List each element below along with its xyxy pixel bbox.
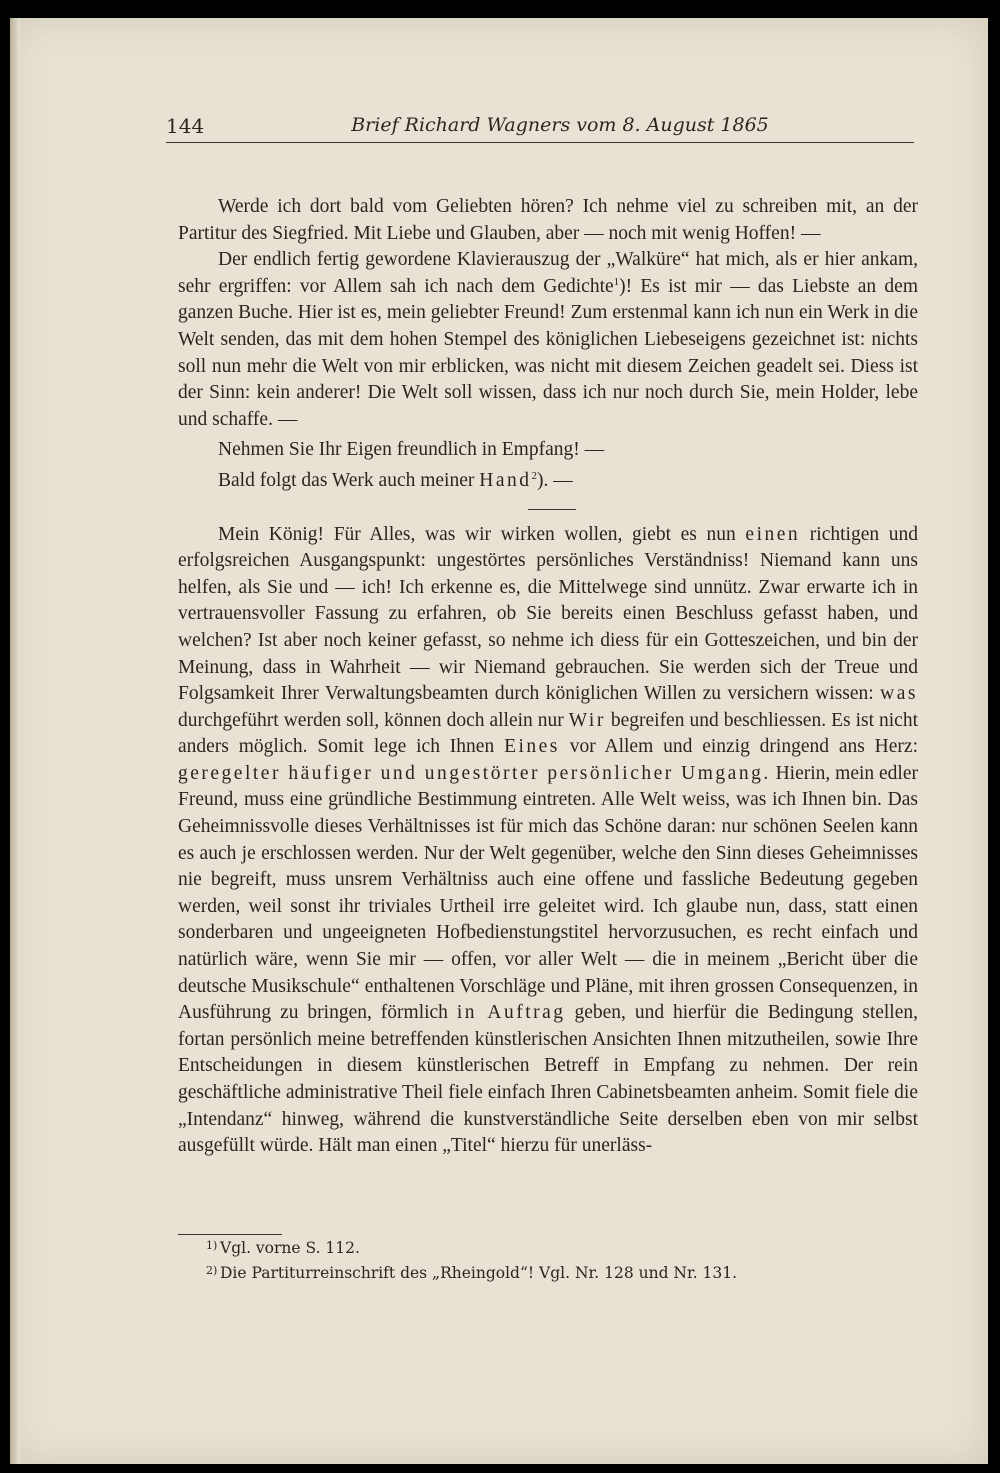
spaced-word-was: was (880, 683, 918, 705)
footnotes (206, 1236, 920, 1286)
paragraph-2-part-b: )! Es ist mir — das Liebste an dem ganzen Buche. Hier ist es, mein geliebter Freund! Zum erstenmal kann ich nun ein Werk in die Welt senden, das mit dem hohen Stempel des königlichen Liebeseigens gezeichnet ist: nichts soll nun mehr die Welt von mir erblicken, was nicht mit diesem Zeichen geadelt sei. Diess ist der Sinn: kein anderer! Die Welt soll wissen, dass ich nur noch durch Sie, mein Holder, lebe und schaffe. — (178, 275, 918, 430)
paragraph-1: Werde ich dort bald vom Geliebten hören? Ich nehme viel zu schreiben mit, an der Partitur des Siegfried. Mit Liebe und Glauben, aber — noch mit wenig Hoffen! — (178, 196, 918, 244)
footnote-ref-1: 1 (613, 275, 620, 288)
footnote-mark-2: 2) (206, 1264, 218, 1277)
footnote-ref-2: 2 (531, 469, 537, 482)
paragraph-5-part-c: durchgeführt werden soll, können doch allein nur (178, 709, 569, 731)
spaced-phrase-umgang: geregelter häufiger und ungestörter persönlicher Umgang. (178, 762, 771, 784)
footnote-text-1: Vgl. vorne S. 112. (220, 1239, 360, 1257)
footnote-mark-1: 1) (206, 1239, 218, 1252)
paragraph-5-part-g: geben, und hierfür die Bedingung stellen, fortan persönlich meine betreffenden künstlerischen Ansichten Ihnen mitzutheilen, sowie Ihre Entscheidungen in diesem künstlerischen Betreff in Empfang zu nehmen. Der rein geschäftliche administrative Theil fiele einfach Ihren Cabinetsbeamten anheim. Somit fiele die „Intendanz“ hinweg, während die kunstverständliche Seite derselben eben von mir selbst ausgefüllt würde. Hält man einen „Titel“ hierzu für unerläss- (178, 1002, 919, 1157)
paragraph-4-part-a: Bald folgt das Werk auch meiner (218, 469, 480, 491)
footnote-2 (206, 1261, 920, 1286)
spaced-word-hand: Hand (479, 469, 532, 491)
spaced-phrase-auftrag: in Auftrag (456, 1002, 566, 1024)
paragraph-5-part-d: begreifen und beschliessen. Es ist nicht anders möglich. Somit lege ich Ihnen (178, 709, 918, 758)
paragraph-2 (178, 247, 918, 433)
page-header (166, 110, 914, 143)
spaced-word-wir: Wir (568, 709, 606, 731)
running-head: Brief Richard Wagners vom 8. August 1865 (351, 114, 769, 136)
paragraph-5-part-f: Hierin, mein edler Freund, muss eine gründliche Bestimmung eintreten. Alle Welt weiss, was ich Ihnen bin. Das Geheimnissvolle dieses Verhältnisses ist für mich das Schöne daran: nur schönen Seelen kann es auch je erschlossen werden. Nur der Welt gegenüber, welche den Sinn dieses Geheimnisses nie begreift, muss unsrem Verhältniss auch eine offene und fassliche Bedeutung gegeben werden, weil sonst ihr triviales Urtheil irre geleitet wird. Ich glaube nun, dass, statt einen sonderbaren und ungeeigneten Hofbedienstungstitel hervorzusuchen, es recht einfach und natürlich wäre, wenn Sie mir — offen, vor aller Welt — die in meinem „Bericht über die deutsche Musikschule“ enthaltenen Vorschläge und Pläne, mit ihren grossen Consequenzen, in Ausführung zu bringen, förmlich (178, 762, 918, 1024)
paragraph-5-part-e: vor Allem und einzig dringend ans Herz: (559, 736, 918, 758)
book-page (10, 18, 988, 1464)
footnote-rule (178, 1234, 282, 1235)
paragraph-5-part-a: Mein König! Für Alles, was wir wirken wollen, giebt es nun (218, 523, 746, 545)
spaced-word-eines: Eines (504, 736, 560, 758)
page-number: 144 (166, 114, 205, 138)
paragraph-5 (178, 522, 918, 1160)
main-text (178, 194, 918, 1160)
paragraph-3: Nehmen Sie Ihr Eigen freundlich in Empfang! — (218, 439, 605, 461)
footnote-text-2: Die Partiturreinschrift des „Rheingold“! Vgl. Nr. 128 und Nr. 131. (220, 1264, 738, 1282)
page-edge-shadow (10, 18, 20, 1464)
paragraph-5-part-b: richtigen und erfolgsreichen Ausgangspunkt: ungestörtes persönliches Verständniss! Niemand kann uns helfen, als Sie und — ich! Ich erkenne es, die Mittelwege sind unnütz. Zwar erwarte ich in vertrauensvoller Fassung zu erfahren, ob Sie bereits einen Beschluss gefasst haben, und welchen? Ist aber noch keiner gefasst, so nehme ich diess für ein Gotteszeichen, und bin der Meinung, dass in Wahrheit — wir Niemand gebrauchen. Sie werden sich der Treue und Folgsamkeit Ihrer Verwaltungsbeamten durch königlichen Willen zu versichern wissen: (178, 523, 918, 705)
section-divider (528, 509, 576, 510)
footnote-1 (206, 1236, 920, 1261)
paragraph-4 (178, 468, 918, 495)
spaced-word-einen: einen (745, 523, 801, 545)
paragraph-2-part-a: Der endlich fertig gewordene Klavierauszug der „Walküre“ hat mich, als er hier ankam, sehr ergriffen: vor Allem sah ich nach dem Gedichte (178, 249, 918, 297)
paragraph-4-part-b: ). — (537, 469, 573, 491)
